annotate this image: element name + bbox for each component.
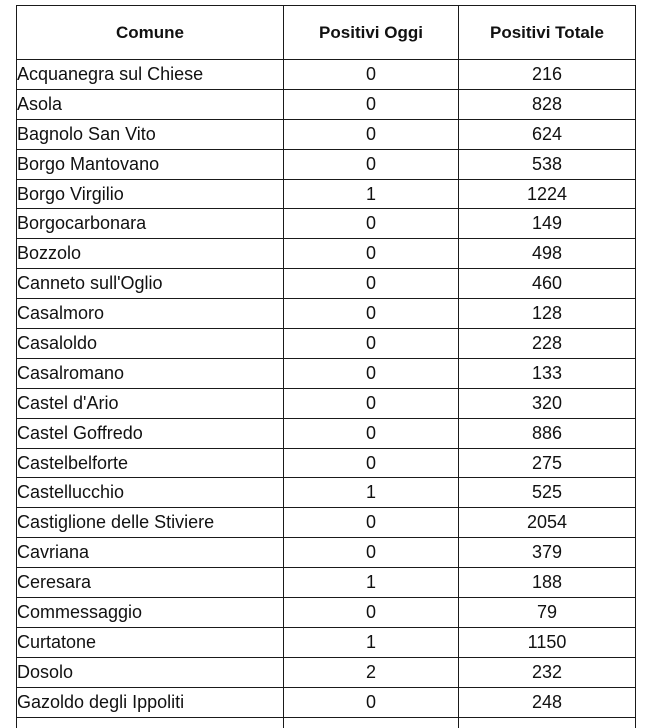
cell-positivi-oggi: 0 xyxy=(284,209,459,239)
cell-positivi-oggi: 2 xyxy=(284,657,459,687)
cell-comune: Commessaggio xyxy=(17,598,284,628)
cell-positivi-totale: 188 xyxy=(459,568,636,598)
cell-positivi-totale: 828 xyxy=(459,89,636,119)
cell-comune: Acquanegra sul Chiese xyxy=(17,60,284,90)
cell-positivi-totale: 886 xyxy=(459,418,636,448)
table-row xyxy=(17,598,636,628)
cell-positivi-totale: 460 xyxy=(459,269,636,299)
cell-comune: Cavriana xyxy=(17,538,284,568)
table-row xyxy=(17,149,636,179)
cell-positivi-totale: 538 xyxy=(459,149,636,179)
cell-comune: Borgocarbonara xyxy=(17,209,284,239)
header-positivi-totale: Positivi Totale xyxy=(459,6,636,60)
cell-positivi-totale: 624 xyxy=(459,119,636,149)
cell-positivi-oggi: 0 xyxy=(284,60,459,90)
cell-positivi-totale: 2054 xyxy=(459,508,636,538)
cell-positivi-oggi: 0 xyxy=(284,89,459,119)
table-body xyxy=(17,60,636,728)
cell-positivi-totale: 228 xyxy=(459,329,636,359)
table-row xyxy=(17,239,636,269)
header-row xyxy=(17,6,636,60)
table-row xyxy=(17,299,636,329)
cell-positivi-totale xyxy=(459,717,636,728)
table-row xyxy=(17,358,636,388)
table-row xyxy=(17,717,636,728)
cell-positivi-totale: 379 xyxy=(459,538,636,568)
table-row xyxy=(17,209,636,239)
table-row xyxy=(17,89,636,119)
cell-positivi-oggi: 0 xyxy=(284,448,459,478)
table-row xyxy=(17,119,636,149)
cell-comune: Canneto sull'Oglio xyxy=(17,269,284,299)
table-row xyxy=(17,269,636,299)
cell-comune: Casalromano xyxy=(17,358,284,388)
cell-positivi-oggi: 0 xyxy=(284,508,459,538)
cell-comune xyxy=(17,717,284,728)
cell-comune: Dosolo xyxy=(17,657,284,687)
cell-positivi-oggi: 1 xyxy=(284,627,459,657)
cell-positivi-oggi: 0 xyxy=(284,687,459,717)
cell-comune: Castel Goffredo xyxy=(17,418,284,448)
cell-positivi-oggi: 0 xyxy=(284,149,459,179)
cell-comune: Borgo Mantovano xyxy=(17,149,284,179)
cell-comune: Borgo Virgilio xyxy=(17,179,284,209)
cell-positivi-oggi: 0 xyxy=(284,299,459,329)
cell-positivi-totale: 149 xyxy=(459,209,636,239)
table-row xyxy=(17,568,636,598)
table-row xyxy=(17,60,636,90)
cell-positivi-oggi: 0 xyxy=(284,239,459,269)
cell-comune: Casaloldo xyxy=(17,329,284,359)
cell-positivi-oggi: 0 xyxy=(284,598,459,628)
cell-comune: Gazoldo degli Ippoliti xyxy=(17,687,284,717)
cell-positivi-oggi: 0 xyxy=(284,538,459,568)
table-row xyxy=(17,388,636,418)
cell-positivi-oggi: 1 xyxy=(284,478,459,508)
cell-positivi-oggi: 0 xyxy=(284,269,459,299)
table-row xyxy=(17,179,636,209)
header-comune: Comune xyxy=(17,6,284,60)
cell-comune: Castiglione delle Stiviere xyxy=(17,508,284,538)
cell-positivi-totale: 1150 xyxy=(459,627,636,657)
table-row xyxy=(17,508,636,538)
table-row xyxy=(17,448,636,478)
cell-positivi-oggi: 0 xyxy=(284,388,459,418)
cell-positivi-totale: 232 xyxy=(459,657,636,687)
cell-positivi-totale: 498 xyxy=(459,239,636,269)
cell-positivi-totale: 133 xyxy=(459,358,636,388)
cell-positivi-totale: 128 xyxy=(459,299,636,329)
cell-positivi-oggi: 1 xyxy=(284,179,459,209)
cell-comune: Castelbelforte xyxy=(17,448,284,478)
cell-positivi-oggi xyxy=(284,717,459,728)
cell-positivi-oggi: 0 xyxy=(284,119,459,149)
cell-positivi-totale: 1224 xyxy=(459,179,636,209)
table-row xyxy=(17,478,636,508)
cell-positivi-oggi: 0 xyxy=(284,418,459,448)
cell-positivi-totale: 248 xyxy=(459,687,636,717)
cell-comune: Asola xyxy=(17,89,284,119)
cell-positivi-totale: 79 xyxy=(459,598,636,628)
header-positivi-oggi: Positivi Oggi xyxy=(284,6,459,60)
cell-positivi-totale: 320 xyxy=(459,388,636,418)
table-row xyxy=(17,657,636,687)
cell-comune: Casalmoro xyxy=(17,299,284,329)
cell-comune: Bozzolo xyxy=(17,239,284,269)
cell-positivi-totale: 275 xyxy=(459,448,636,478)
table-row xyxy=(17,538,636,568)
cell-comune: Curtatone xyxy=(17,627,284,657)
cell-comune: Bagnolo San Vito xyxy=(17,119,284,149)
positivi-table xyxy=(16,5,636,728)
table-row xyxy=(17,329,636,359)
cell-positivi-totale: 216 xyxy=(459,60,636,90)
table-row xyxy=(17,687,636,717)
cell-positivi-oggi: 1 xyxy=(284,568,459,598)
table-row xyxy=(17,418,636,448)
cell-positivi-oggi: 0 xyxy=(284,329,459,359)
cell-comune: Ceresara xyxy=(17,568,284,598)
table-row xyxy=(17,627,636,657)
cell-positivi-totale: 525 xyxy=(459,478,636,508)
cell-positivi-oggi: 0 xyxy=(284,358,459,388)
cell-comune: Castel d'Ario xyxy=(17,388,284,418)
cell-comune: Castellucchio xyxy=(17,478,284,508)
